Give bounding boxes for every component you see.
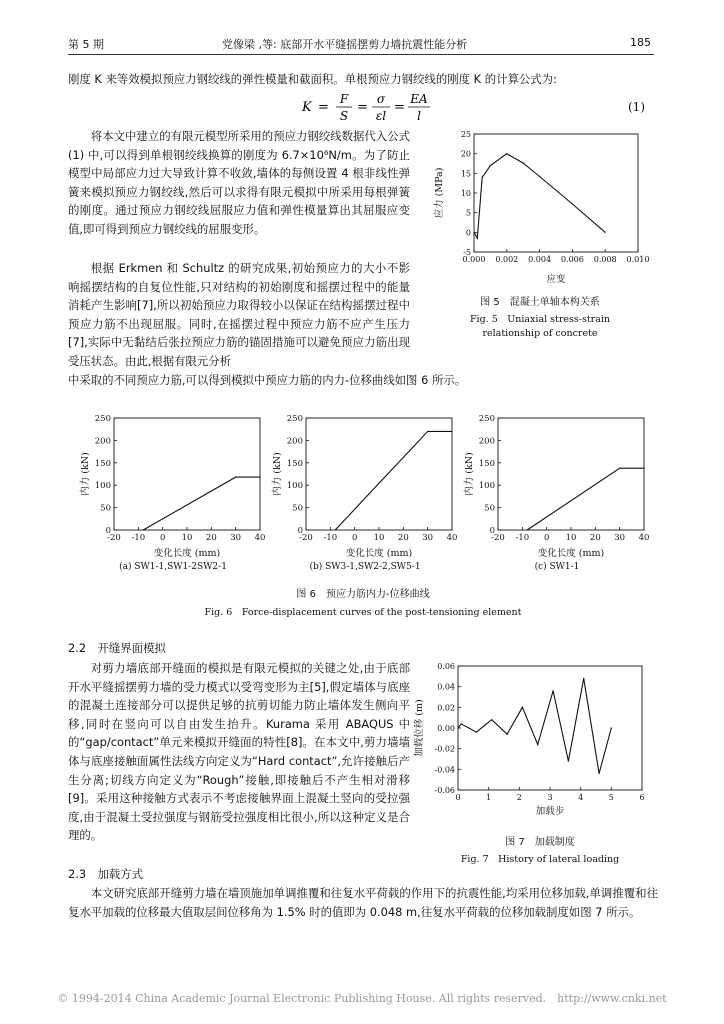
x-tick-label: 0 — [543, 533, 550, 543]
y-tick-label: 5 — [465, 208, 471, 218]
y-tick-label: 0 — [489, 526, 495, 536]
y-tick-label: 100 — [478, 481, 495, 492]
formula-t1-num: F — [339, 92, 349, 106]
y-tick-label: 150 — [94, 458, 111, 469]
fig6c-subcaption: (c) SW1-1 — [534, 562, 580, 572]
data-point — [523, 163, 524, 164]
x-tick-label: 4 — [578, 793, 584, 802]
data-point — [451, 431, 452, 432]
x-tick-label: 40 — [446, 533, 458, 543]
data-point — [457, 727, 458, 728]
y-tick-label: 0 — [465, 228, 471, 238]
paragraph-3: 对剪力墙底部开缝面的模拟是有限元模拟的关键之处,由于底部开水平缝摇摆剪力墙的受力模式以受弯变形为主[5],假定墙体与底座的混凝土连接部分可以提供足够的抗剪切能力防止墙体发生侧向平移,同时在竖向可以自由发生抬升。Kurama 采用 ABAQUS 中的“gap/contact”单元来模拟开缝面的特性[8]。在本文中,剪力墙墙体与底座接触面属性法线方向定义为“Hard contact”,允许接触后产生分离;切线方向定义为“Rough”接触,即接触后不产生相对滑移[9]。采用这种接触方式表示不考虑接触界面上混凝土竖向的受拉强度,由于混凝土受拉强度与钢筋受拉强度相比很小,所以这种定义是合理的。 — [68, 661, 410, 843]
x-tick-label: 0.010 — [626, 255, 650, 264]
data-point — [477, 238, 478, 239]
data-point — [611, 727, 612, 728]
x-tick-label: 3 — [547, 793, 553, 802]
paragraph-2: 根据 Erkmen 和 Schultz 的研究成果,初始预应力的大小不影响摇摆结构的自复位性能,只对结构的初始刚度和摇摆过程中的能量消耗产生影响[7],所以初始预应力取得较小以保证在结构摇摆过程中预应力筋不出现屈服。同时,在摇摆过程中预应力筋不应产生压力[7],实际中无黏结后张拉预应力筋的锚固措施可以避免预应力筋出现受压状态。由此,根据有限元分析 — [68, 261, 410, 368]
section-2-2-title: 2.2 开缝界面模拟 — [68, 641, 166, 655]
x-tick-label: 0.004 — [528, 255, 552, 264]
y-tick-label: 50 — [292, 503, 303, 514]
data-series-line — [335, 431, 452, 530]
data-point — [335, 529, 336, 530]
data-point — [583, 678, 584, 679]
fig6a-subcaption: (a) SW1-1,SW1-2SW2-1 — [119, 562, 227, 572]
y-tick-label: 0 — [297, 526, 303, 536]
x-tick-label: -20 — [107, 533, 121, 543]
copyright-footer: © 1994-2014 China Academic Journal Electronic Publishing House. All rights reserved. http://www.cnki.net — [57, 992, 667, 1005]
x-tick-label: -10 — [515, 533, 530, 543]
x-tick-label: 2 — [516, 793, 522, 802]
x-axis-label: 变化长度 (mm) — [153, 548, 221, 559]
fig7-caption-cn: 图 7 加载制度 — [505, 837, 575, 848]
fig7-loading-history-chart — [412, 660, 652, 820]
plot-frame — [114, 418, 260, 530]
y-tick-label: 0.00 — [437, 724, 455, 733]
data-point — [506, 734, 507, 735]
data-point — [537, 744, 538, 745]
fig5-caption-en-2: relationship of concrete — [482, 328, 598, 339]
data-point — [643, 468, 644, 469]
formula-t2-den: εl — [375, 109, 387, 123]
x-axis-label: 加载步 — [535, 806, 565, 817]
y-tick-label: 50 — [100, 503, 111, 514]
x-tick-label: 20 — [205, 533, 217, 543]
data-point — [506, 153, 507, 154]
data-point — [427, 431, 428, 432]
y-axis-label: 应力 (MPa) — [434, 167, 445, 219]
y-tick-label: 50 — [484, 503, 495, 514]
y-tick-label: 150 — [478, 458, 495, 469]
data-point — [259, 477, 260, 478]
y-axis-label: 内力 (kN) — [464, 452, 475, 496]
x-tick-label: -20 — [299, 533, 313, 543]
data-point — [572, 203, 573, 204]
x-tick-label: 6 — [639, 793, 645, 802]
x-tick-label: 30 — [614, 533, 626, 543]
formula-t3-den: l — [417, 109, 421, 123]
data-point — [491, 719, 492, 720]
fig5-caption-cn: 图 5 混凝土单轴本构关系 — [480, 297, 600, 308]
x-tick-label: 10 — [181, 533, 193, 543]
data-point — [527, 529, 528, 530]
data-point — [460, 723, 461, 724]
header-rule — [68, 54, 654, 55]
x-tick-label: 0 — [159, 533, 166, 543]
plot-frame — [458, 666, 642, 790]
x-tick-label: -20 — [491, 533, 505, 543]
x-axis-label: 变化长度 (mm) — [345, 548, 413, 559]
y-tick-label: 200 — [94, 436, 111, 447]
y-tick-label: -0.06 — [434, 786, 455, 795]
y-tick-label: -0.02 — [434, 744, 455, 754]
data-series-line — [527, 468, 644, 530]
fig6b-force-displacement-chart — [270, 412, 460, 562]
formula-t2-num: σ — [376, 92, 386, 106]
intro-line: 刚度 K 来等效模拟预应力钢绞线的弹性模量和截面积。单根预应力钢绞线的刚度 K 的计算公式为: — [68, 72, 557, 86]
formula-eq-1: = — [318, 100, 329, 115]
x-tick-label: 0.000 — [462, 255, 486, 264]
y-axis-label: 内力 (kN) — [80, 452, 91, 496]
section-2-3-title: 2.3 加载方式 — [68, 867, 144, 881]
fig6-caption-en: Fig. 6 Force-displacement curves of the post-tensioning element — [204, 607, 522, 618]
x-tick-label: 1 — [486, 793, 492, 802]
y-tick-label: 10 — [460, 189, 471, 198]
running-title: 党像梁 ,等: 底部开水平缝摇摆剪力墙抗震性能分析 — [222, 38, 468, 51]
y-tick-label: 250 — [94, 414, 111, 424]
formula-eq-3: = — [394, 100, 405, 115]
x-tick-label: 20 — [397, 533, 409, 543]
fig6-caption-cn: 图 6 预应力筋内力-位移曲线 — [296, 589, 430, 600]
y-tick-label: 0.02 — [437, 703, 455, 713]
x-tick-label: 0.002 — [495, 255, 519, 264]
fig5-stress-strain-chart — [432, 128, 650, 288]
data-series-line — [143, 477, 260, 530]
y-tick-label: 0.06 — [437, 662, 455, 671]
data-point — [605, 232, 606, 233]
fig5-caption-en-1: Fig. 5 Uniaxial stress-strain — [469, 314, 611, 325]
data-point — [490, 165, 491, 166]
y-axis-label: 加载位移 (m) — [414, 699, 425, 757]
data-point — [476, 732, 477, 733]
plot-frame — [474, 134, 638, 252]
x-axis-label: 应变 — [546, 274, 566, 285]
y-axis-label: 内力 (kN) — [272, 452, 283, 496]
x-tick-label: -10 — [323, 533, 338, 543]
formula-1 — [300, 91, 440, 125]
x-tick-label: 5 — [608, 793, 614, 802]
data-series-line — [474, 154, 605, 239]
data-point — [482, 177, 483, 178]
x-tick-label: 40 — [638, 533, 650, 543]
y-tick-label: 100 — [94, 481, 111, 492]
formula-t3-num: EA — [410, 92, 428, 106]
paragraph-4: 本文研究底部开缝剪力墙在墙顶施加单调推覆和往复水平荷载的作用下的抗震性能,均采用位移加载,单调推覆和往复水平加载的位移最大值取层间位移角为 1.5% 时的值即为 0.048 m,往复水平荷载的位移加载制度如图 7 所示。 — [68, 886, 658, 919]
data-point — [619, 468, 620, 469]
data-point — [552, 690, 553, 691]
fig6b-subcaption: (b) SW3-1,SW2-2,SW5-1 — [309, 562, 421, 572]
formula-lhs: K — [302, 100, 312, 115]
formula-number: (1) — [628, 100, 645, 114]
x-tick-label: 0 — [455, 793, 461, 802]
y-tick-label: 0 — [105, 526, 111, 536]
formula-eq-2: = — [357, 100, 368, 115]
x-tick-label: 0.006 — [560, 255, 584, 264]
fig6a-force-displacement-chart — [78, 412, 268, 562]
data-point — [522, 707, 523, 708]
x-tick-label: 0.008 — [593, 255, 617, 264]
y-tick-label: 150 — [286, 458, 303, 469]
x-tick-label: 20 — [589, 533, 601, 543]
x-tick-label: 10 — [373, 533, 385, 543]
paragraph-1: 将本文中建立的有限元模型所采用的预应力钢绞线数据代入公式 (1) 中,可以得到单根钢绞线换算的刚度为 6.7×10⁶N/m。为了防止模型中局部应力过大导致计算不收敛,墙体的每侧设置 4 根非线性弹簧来模拟预应力钢绞线,然后可以求得有限元模拟中所采用每根弹簧的刚度。通过预应力钢绞线屈服应力值和弹性模量算出其屈服应变值,即可得到预应力钢绞线的屈服变形。 — [68, 129, 410, 236]
data-point — [143, 529, 144, 530]
x-tick-label: 0 — [351, 533, 358, 543]
paragraph-2-end: 中采取的不同预应力筋,可以得到模拟中预应力筋的内力-位移曲线如图 6 所示。 — [68, 373, 467, 387]
y-tick-label: 0.04 — [437, 682, 455, 692]
x-tick-label: 10 — [565, 533, 577, 543]
x-tick-label: 30 — [422, 533, 434, 543]
y-tick-label: 200 — [286, 436, 303, 447]
x-tick-label: 30 — [230, 533, 242, 543]
x-tick-label: 40 — [254, 533, 266, 543]
y-tick-label: 200 — [478, 436, 495, 447]
y-tick-label: -5 — [463, 248, 471, 257]
data-point — [539, 176, 540, 177]
y-tick-label: 25 — [460, 130, 471, 139]
formula-svg — [300, 91, 440, 125]
data-point — [568, 760, 569, 761]
data-point — [473, 232, 474, 233]
y-tick-label: 250 — [478, 414, 495, 424]
y-tick-label: 100 — [286, 481, 303, 492]
data-point — [235, 477, 236, 478]
x-axis-label: 变化长度 (mm) — [537, 548, 605, 559]
data-series-line — [458, 678, 611, 773]
y-tick-label: 15 — [460, 169, 471, 179]
x-tick-label: -10 — [131, 533, 146, 543]
fig6c-force-displacement-chart — [462, 412, 652, 562]
page-number: 185 — [630, 36, 651, 49]
issue-number: 第 5 期 — [68, 38, 104, 51]
fig7-caption-en: Fig. 7 History of lateral loading — [460, 854, 620, 865]
data-point — [598, 773, 599, 774]
plot-frame — [306, 418, 452, 530]
y-tick-label: -0.04 — [434, 765, 455, 775]
formula-t1-den: S — [339, 109, 349, 123]
y-tick-label: 20 — [460, 149, 471, 159]
plot-frame — [498, 418, 644, 530]
y-tick-label: 250 — [286, 414, 303, 424]
